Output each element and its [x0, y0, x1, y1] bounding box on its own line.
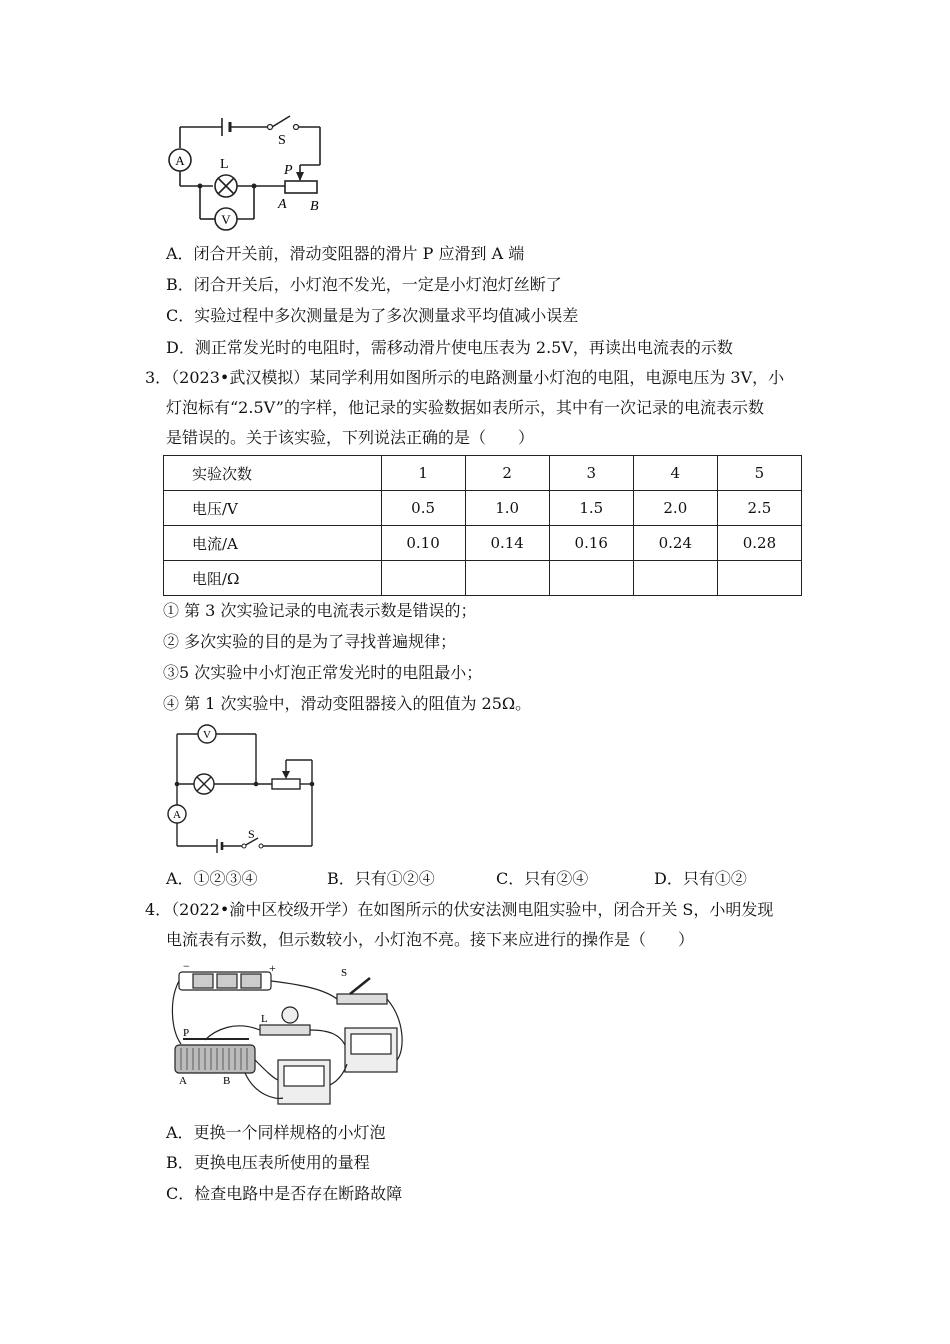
table-cell: 电压/V — [164, 491, 382, 526]
table-row — [164, 491, 802, 526]
battery-plus-label: + — [269, 961, 276, 975]
voltmeter-label: V — [203, 729, 211, 741]
circuit-diagram-2 — [160, 720, 330, 860]
q3-statement-4: ④ 第 1 次实验中，滑动变阻器接入的阻值为 25Ω。 — [163, 694, 532, 713]
terminal-b-label: B — [310, 199, 319, 214]
table-header-cell: 实验次数 — [164, 456, 382, 491]
table-header-cell: 5 — [717, 456, 801, 491]
table-cell — [465, 561, 549, 596]
q3-stem-line1: 3．（2023•武汉模拟）某同学利用如图所示的电路测量小灯泡的电阻，电源电压为 3V，小 — [145, 368, 785, 387]
table-cell: 电流/A — [164, 526, 382, 561]
q4-stem-line2: 电流表有示数，但示数较小，小灯泡不亮。接下来应进行的操作是（ ） — [166, 930, 695, 949]
q3-option-a[interactable]: A．①②③④ — [166, 869, 258, 888]
apparatus-illustration — [165, 960, 415, 1110]
circuit-diagram-1 — [160, 110, 340, 240]
table-cell — [717, 561, 801, 596]
q4-option-a[interactable]: A．更换一个同样规格的小灯泡 — [166, 1123, 386, 1142]
lamp-label: L — [261, 1013, 268, 1025]
table-cell — [633, 561, 717, 596]
table-cell: 0.16 — [549, 526, 633, 561]
q4-option-c[interactable]: C．检查电路中是否存在断路故障 — [166, 1184, 403, 1203]
terminal-a-label: A — [278, 197, 287, 212]
switch-label: S — [248, 827, 255, 841]
table-cell: 电阻/Ω — [164, 561, 382, 596]
table-cell — [549, 561, 633, 596]
q2-option-b[interactable]: B．闭合开关后，小灯泡不发光，一定是小灯泡灯丝断了 — [166, 275, 562, 294]
terminal-a-label: A — [179, 1075, 187, 1087]
q3-option-b[interactable]: B．只有①②④ — [327, 869, 435, 888]
table-cell: 1.0 — [465, 491, 549, 526]
q3-option-c[interactable]: C．只有②④ — [496, 869, 589, 888]
terminal-b-label: B — [223, 1075, 231, 1087]
table-header-cell: 1 — [381, 456, 465, 491]
switch-label: S — [341, 967, 348, 979]
q3-data-table — [163, 455, 802, 596]
ammeter-label: A — [175, 153, 185, 168]
table-cell: 0.5 — [381, 491, 465, 526]
ammeter-label: A — [173, 809, 181, 821]
battery-minus-label: − — [183, 960, 190, 973]
q2-option-c[interactable]: C．实验过程中多次测量是为了多次测量求平均值减小误差 — [166, 306, 579, 325]
q2-option-a[interactable]: A．闭合开关前，滑动变阻器的滑片 P 应滑到 A 端 — [166, 244, 525, 263]
table-cell: 1.5 — [549, 491, 633, 526]
table-header-cell: 4 — [633, 456, 717, 491]
table-cell: 2.0 — [633, 491, 717, 526]
table-cell: 2.5 — [717, 491, 801, 526]
switch-label: S — [278, 133, 286, 148]
q2-option-d[interactable]: D．测正常发光时的电阻时，需移动滑片使电压表为 2.5V，再读出电流表的示数 — [166, 338, 733, 357]
table-row — [164, 456, 802, 491]
table-row — [164, 526, 802, 561]
table-row — [164, 561, 802, 596]
table-header-cell: 2 — [465, 456, 549, 491]
slider-label: P — [183, 1027, 190, 1039]
q3-statement-2: ② 多次实验的目的是为了寻找普遍规律； — [163, 632, 457, 651]
q3-statement-3: ③5 次实验中小灯泡正常发光时的电阻最小； — [163, 663, 483, 682]
q3-option-d[interactable]: D．只有①② — [654, 869, 747, 888]
table-cell — [381, 561, 465, 596]
table-cell: 0.14 — [465, 526, 549, 561]
q3-stem-line2: 灯泡标有“2.5V”的字样，他记录的实验数据如表所示，其中有一次记录的电流表示数 — [166, 398, 764, 417]
table-header-cell: 3 — [549, 456, 633, 491]
q4-stem-line1: 4．（2022•渝中区校级开学）在如图所示的伏安法测电阻实验中，闭合开关 S，小明发现 — [145, 900, 774, 919]
table-cell: 0.10 — [381, 526, 465, 561]
table-cell: 0.28 — [717, 526, 801, 561]
q3-stem-line3: 是错误的。关于该实验，下列说法正确的是（ ） — [166, 428, 535, 447]
q4-option-b[interactable]: B．更换电压表所使用的量程 — [166, 1153, 370, 1172]
slider-label: P — [284, 163, 293, 178]
voltmeter-label: V — [221, 212, 231, 227]
q3-statement-1: ① 第 3 次实验记录的电流表示数是错误的； — [163, 601, 477, 620]
lamp-label: L — [220, 157, 229, 172]
table-cell: 0.24 — [633, 526, 717, 561]
